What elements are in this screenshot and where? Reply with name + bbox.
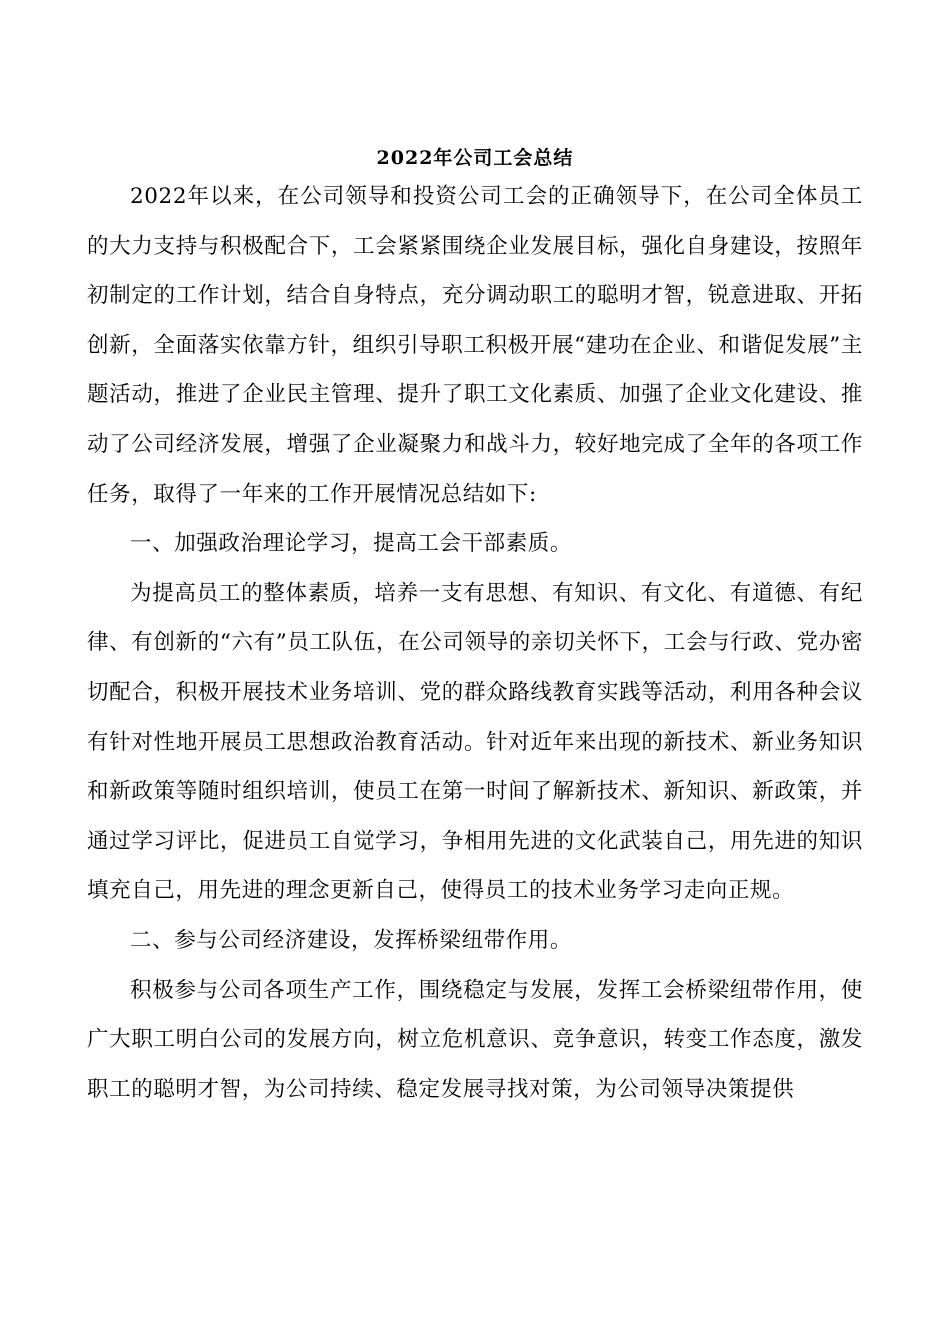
section-heading-1: 一、加强政治理论学习，提高工会干部素质。 (130, 531, 573, 557)
document-title: 2022年公司工会总结 (376, 147, 574, 169)
document-body (87, 172, 863, 1114)
paragraph-intro: 2022年以来，在公司领导和投资公司工会的正确领导下，在公司全体员工的大力支持与积极配合下，工会紧紧围绕企业发展目标，强化自身建设，按照年初制定的工作计划，结合自身特点，充分调动职工的聪明才智，锐意进取、开拓创新，全面落实依靠方针，组织引导职工积极开展“建功在企业、和谐促发展”主题活动，推进了企业民主管理、提升了职工文化素质、加强了企业文化建设、推动了公司经济发展，增强了企业凝聚力和战斗力，较好地完成了全年的各项工作任务，取得了一年来的工作开展情况总结如下: (87, 184, 863, 507)
section-heading-2: 二、参与公司经济建设，发挥桥梁纽带作用。 (130, 927, 573, 953)
paragraph-section-2: 积极参与公司各项生产工作，围绕稳定与发展，发挥工会桥梁纽带作用，使广大职工明白公司的发展方向，树立危机意识、竞争意识，转变工作态度，激发职工的聪明才智，为公司持续、稳定发展寻找对策，为公司领导决策提供 (87, 977, 863, 1102)
paragraph-section-1: 为提高员工的整体素质，培养一支有思想、有知识、有文化、有道德、有纪律、有创新的“六有”员工队伍，在公司领导的亲切关怀下，工会与行政、党办密切配合，积极开展技术业务培训、党的群众路线教育实践等活动，利用各种会议有针对性地开展员工思想政治教育活动。针对近年来出现的新技术、新业务知识和新政策等随时组织培训，使员工在第一时间了解新技术、新知识、新政策，并通过学习评比，促进员工自觉学习，争相用先进的文化武装自己，用先进的知识填充自己，用先进的理念更新自己，使得员工的技术业务学习走向正规。 (87, 580, 863, 904)
